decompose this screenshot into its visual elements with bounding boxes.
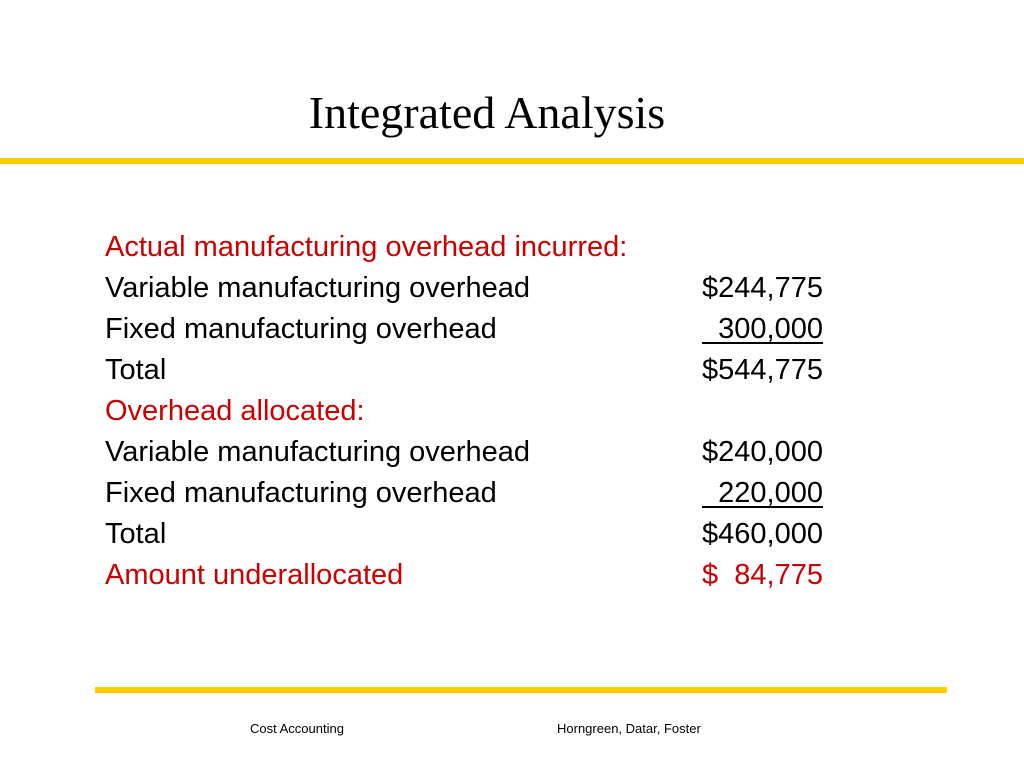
table-row-underallocated	[105, 555, 865, 596]
row-label: Overhead allocated:	[105, 395, 365, 427]
bottom-accent-rule	[95, 687, 947, 693]
table-row	[105, 473, 865, 514]
footer-authors: Horngreen, Datar, Foster	[557, 721, 701, 736]
table-row-total	[105, 350, 865, 391]
table-row	[105, 432, 865, 473]
analysis-table	[105, 227, 865, 596]
row-label: Fixed manufacturing overhead	[105, 477, 497, 509]
table-row	[105, 268, 865, 309]
top-accent-rule	[0, 158, 1024, 164]
section-heading-actual	[105, 227, 865, 268]
row-value: $244,775	[702, 272, 823, 304]
row-label: Variable manufacturing overhead	[105, 436, 531, 468]
row-label: Amount underallocated	[105, 559, 404, 591]
row-label: Variable manufacturing overhead	[105, 272, 531, 304]
slide-title-text: Integrated Analysis	[308, 87, 666, 138]
row-value: $ 84,775	[702, 559, 823, 591]
footer-course: Cost Accounting	[250, 721, 344, 736]
row-label: Total	[105, 518, 167, 550]
row-value: $460,000	[702, 518, 823, 550]
row-value: 300,000	[702, 313, 823, 345]
slide-title	[0, 78, 1024, 148]
row-value: $544,775	[702, 354, 823, 386]
table-row-total	[105, 514, 865, 555]
row-label: Total	[105, 354, 167, 386]
section-heading-allocated	[105, 391, 865, 432]
table-row	[105, 309, 865, 350]
row-value: $240,000	[702, 436, 823, 468]
row-label: Actual manufacturing overhead incurred:	[105, 231, 628, 263]
row-label: Fixed manufacturing overhead	[105, 313, 497, 345]
row-value: 220,000	[702, 477, 823, 509]
